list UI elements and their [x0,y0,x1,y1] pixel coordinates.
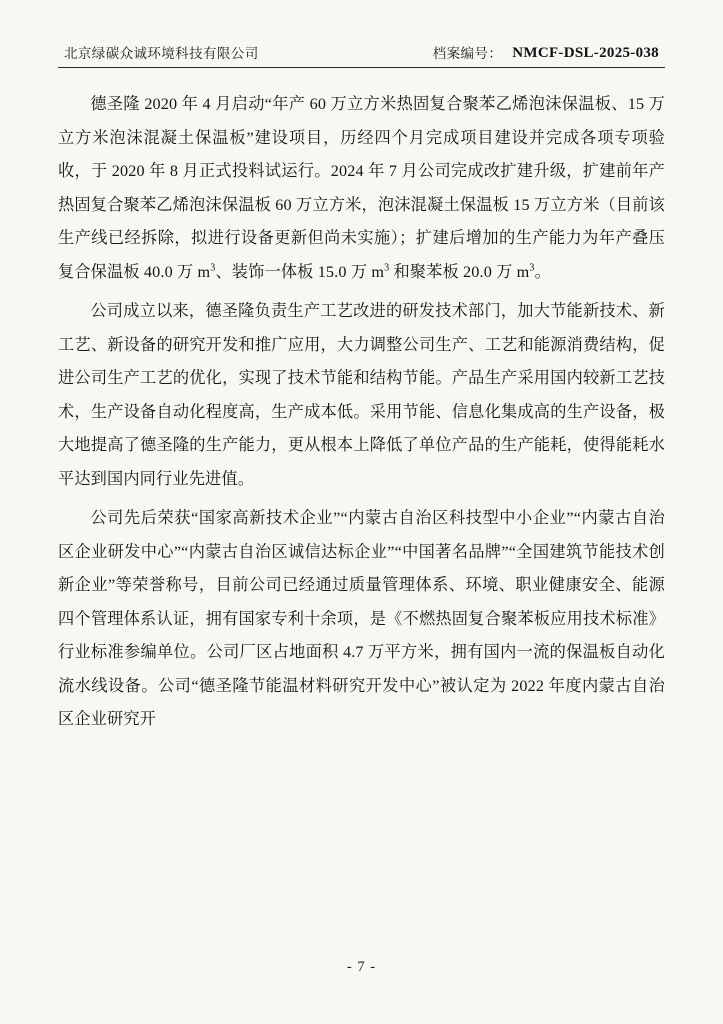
archive-number-value: NMCF-DSL-2025-038 [512,45,659,61]
archive-number-label: 档案编号： [432,46,503,61]
archive-number-group [433,42,659,62]
paragraph-3: 公司先后荣获“国家高新技术企业”“内蒙古自治区科技型中小企业”“内蒙古自治区企业研发中心”“内蒙古自治区诚信达标企业”“中国著名品牌”“全国建筑节能技术创新企业”等荣誉称号，目前公司已经通过质量管理体系、环境、职业健康安全、能源四个管理体系认证，拥有国家专利十余项，是《不燃热固复合聚苯板应用技术标准》行业标准参编单位。公司厂区占地面积 4.7 万平方米，拥有国内一流的保温板自动化流水线设备。公司“德圣隆节能温材料研究开发中心”被认定为 2022 年度内蒙古自治区企业研究开 [58,509,665,728]
company-name: 北京绿碳众诚环境科技有限公司 [64,46,259,61]
paragraph-2: 公司成立以来，德圣隆负责生产工艺改进的研发技术部门，加大节能新技术、新工艺、新设备的研究开发和推广应用，大力调整公司生产、工艺和能源消费结构，促进公司生产工艺的优化，实现了技术节能和结构节能。产品生产采用国内较新工艺技术，生产设备自动化程度高，生产成本低。采用节能、信息化集成高的生产设备，极大地提高了德圣隆的生产能力，更从根本上降低了单位产品的生产能耗，使得能耗水平达到国内同行业先进值。 [58,302,665,488]
page-header [58,42,665,68]
page-number: - 7 - [346,959,377,975]
paragraph-1: 德圣隆 2020 年 4 月启动“年产 60 万立方米热固复合聚苯乙烯泡沫保温板、15 万立方米泡沫混凝土保温板”建设项目，历经四个月完成项目建设并完成各项专项验收，于 2020 年 8 月正式投料试运行。2024 年 7 月公司完成改扩建升级，扩建前年产热固复合聚苯乙烯泡沫保温板 60 万立方米，泡沫混凝土保温板 15 万立方米（目前该生产线已经拆除，拟进行设备更新但尚未实施）；扩建后增加的生产能力为年产叠压复合保温板 40.0 万 $m^3$、装饰一体板 15.0 万 $m^3$ 和聚苯板 20.0 万 $m^3$。 [58,95,665,281]
document-body [58,88,665,737]
